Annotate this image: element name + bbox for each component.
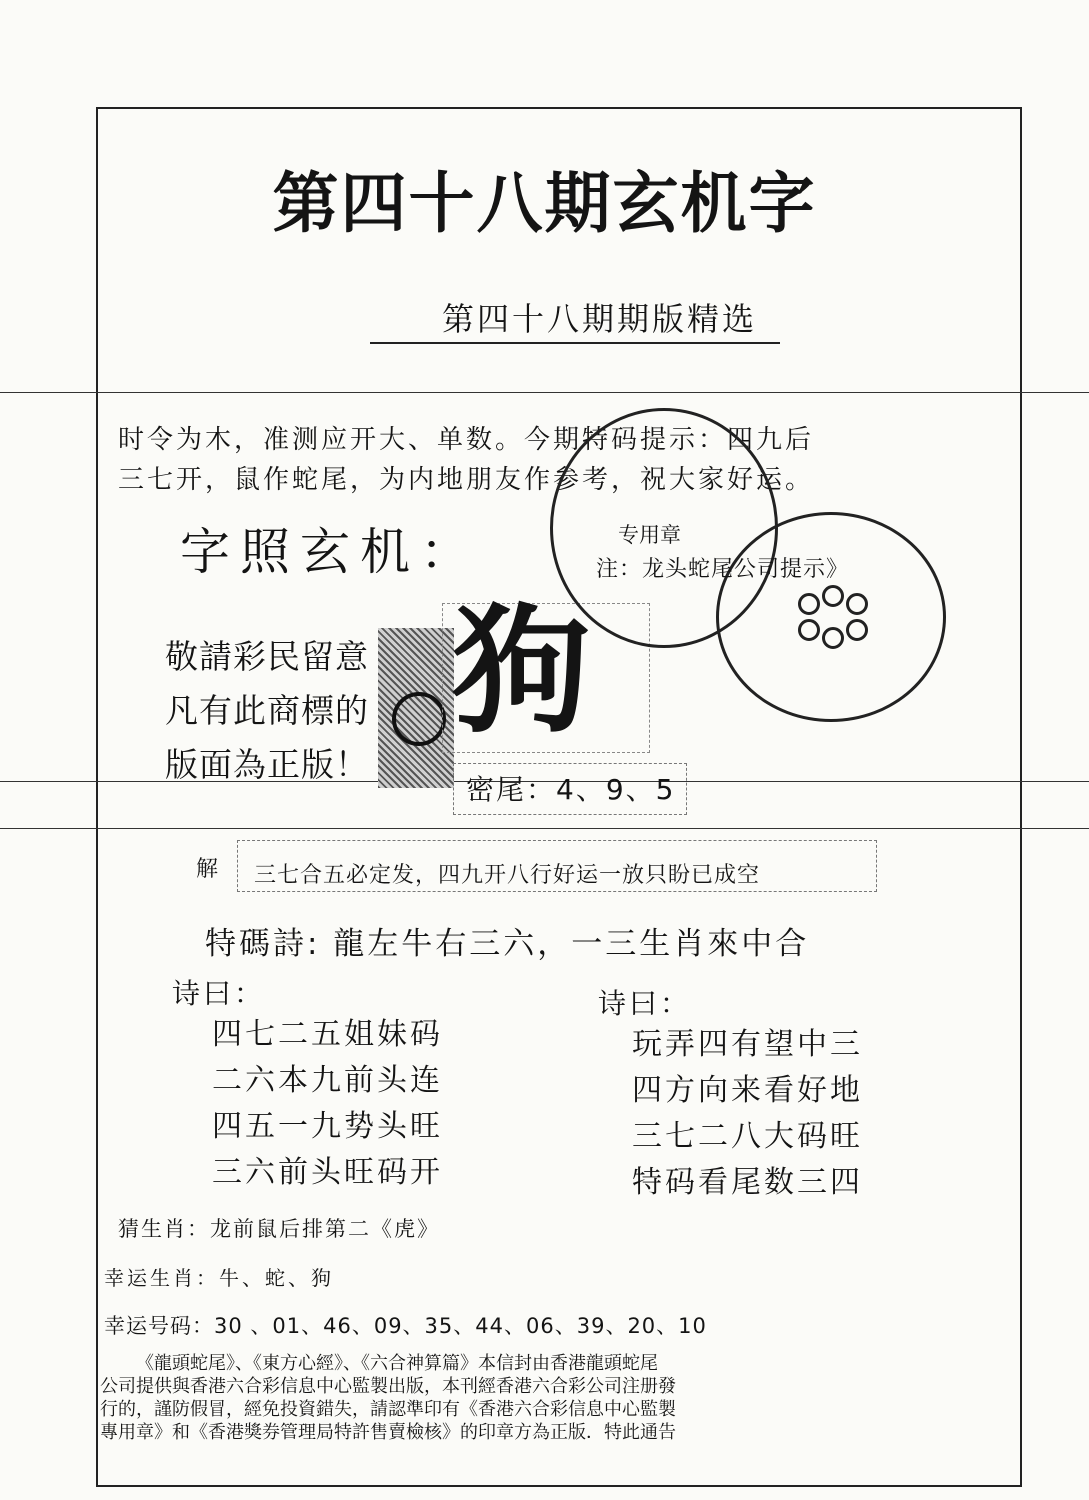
poem-line: 玩弄四有望中三 (632, 1027, 863, 1062)
stamp-circle-icon (822, 585, 844, 607)
explanation-text: 三七合五必定发，四九开八行好运一放只盼已成空 (254, 863, 761, 888)
wheel-icon (392, 692, 446, 746)
poem-line: 二六本九前头连 (212, 1063, 443, 1098)
page-subtitle: 第四十八期期版精选 (442, 300, 758, 338)
poem-label-right: 诗曰： (598, 987, 692, 1020)
subtitle-underline (370, 342, 780, 344)
notice-line: 版面為正版！ (165, 745, 369, 784)
stamp-circle-icon (846, 593, 868, 615)
footer-line: 《龍頭蛇尾》、《東方心經》、《六合神算篇》本信封由香港龍頭蛇尾 (136, 1353, 658, 1374)
stamp-circle-icon (798, 619, 820, 641)
mi-wei-label: 密尾：4、9、5 (466, 773, 676, 806)
poem-line: 四七二五姐妹码 (212, 1017, 443, 1052)
page-title: 第四十八期玄机字 (272, 164, 817, 242)
poem-line: 三七二八大码旺 (632, 1119, 863, 1154)
notice-line: 敬請彩民留意 (165, 637, 369, 676)
intro-line: 三七开，鼠作蛇尾，为内地朋友作参考，祝大家好运。 (118, 465, 815, 495)
poem-title: 特碼詩: 龍左牛右三六，一三生肖來中合 (205, 926, 810, 962)
stamp-text: 专用章 (618, 523, 681, 547)
guess-zodiac: 猜生肖：龙前鼠后排第二《虎》 (118, 1217, 440, 1241)
notice-line: 凡有此商標的 (165, 691, 369, 730)
scan-line (0, 828, 1089, 829)
poem-line: 四方向来看好地 (632, 1073, 863, 1108)
poem-right (632, 1022, 863, 1206)
poem-left (212, 1012, 443, 1196)
puzzle-word: 狗 (452, 589, 591, 752)
footer-notice (100, 1352, 1012, 1444)
license-stamp (716, 512, 946, 722)
stamp-overlay-text: 注：龙头蛇尾公司提示》 (596, 557, 850, 582)
stamp-circle-icon (846, 619, 868, 641)
authenticity-notice (165, 630, 369, 792)
footer-line: 公司提供與香港六合彩信息中心監製出版，本刊經香港六合彩公司注册發 (100, 1376, 676, 1397)
poem-label-left: 诗曰： (172, 977, 266, 1010)
explanation-label: 解 (196, 857, 219, 882)
poem-line: 三六前头旺码开 (212, 1155, 443, 1190)
lucky-numbers: 幸运号码：30 、01、46、09、35、44、06、39、20、10 (104, 1314, 707, 1338)
poem-line: 特码看尾数三四 (632, 1165, 863, 1200)
footer-line: 專用章》和《香港獎券管理局特許售賣檢核》的印章方為正版．特此通告 (100, 1422, 676, 1443)
puzzle-heading: 字照玄机： (180, 523, 480, 581)
poem-line: 四五一九势头旺 (212, 1109, 443, 1144)
footer-line: 行的，謹防假冒，經免投資錯失，請認準印有《香港六合彩信息中心監製 (100, 1399, 676, 1420)
stamp-circle-icon (798, 593, 820, 615)
stamp-circle-icon (822, 627, 844, 649)
scan-line (0, 392, 1089, 393)
intro-line: 时令为木，准测应开大、单数。今期特码提示：四九后 (118, 425, 815, 455)
lucky-zodiac: 幸运生肖：牛、蛇、狗 (104, 1266, 334, 1290)
